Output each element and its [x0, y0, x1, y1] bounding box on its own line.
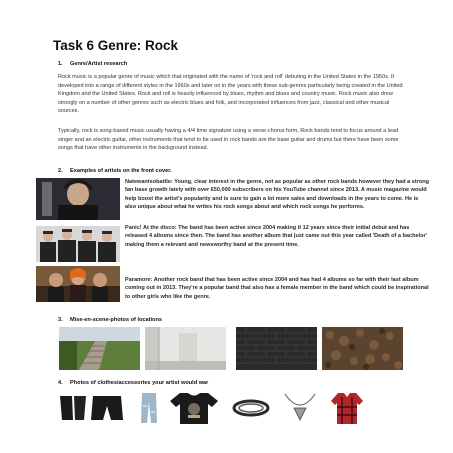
artist-description-paramore: Paramore: Another rock band that has been active since 2004 and has had 4 albums so far with their last album coming out in 2013. They're a popular band that also has a female member in the band which could be inspirational to other girls who like the genre. — [125, 277, 429, 300]
location-photo-brick-wall — [236, 327, 317, 370]
accessory-photo-bracelet — [231, 397, 271, 419]
location-photo-empty-room — [145, 327, 226, 370]
location-photo-path-steps — [59, 327, 140, 370]
research-paragraph-1: Rock music is a popular genre of music which that originated with the name of 'rock and roll' debuting in the United States in the 1950s. It developed into a range of different styles in the 1960s and later on in the years with these sub-genres particularly being created in the United Kingdom and the United States. Rock and roll is heavily influenced by blues, rhythm and blues and country music. Rock music also drew strongly on a number of other genres such as electric blues and folk, and incorporated influences from jazz, classical and other musical sources. — [58, 74, 403, 114]
page-title: Task 6 Genre: Rock — [53, 38, 179, 53]
accessory-photo-necklace — [281, 392, 319, 424]
section-number: 1. — [58, 61, 63, 67]
section-heading-locations — [58, 317, 162, 323]
clothing-photo-plaid-shirt — [330, 391, 364, 425]
artist-photo-natewantsobattle — [36, 178, 120, 220]
section-heading-clothes — [58, 380, 208, 386]
artist-description-panic-at-the-disco: Panic! At the disco: The band has been active since 2004 making it 12 years since their initial debut and has released 4 albums since then. The band has another album that just came out this year called 'Death of a bachelor' making them a relevant and newsworthy band at the present time. — [125, 225, 427, 248]
section-heading-text: Mise-en-scene-photos of locations — [70, 317, 162, 323]
section-heading-research — [58, 61, 127, 67]
clothing-photo-band-tshirt — [168, 391, 220, 425]
section-number: 3. — [58, 317, 63, 323]
artist-description-natewantsobattle: Natewantsobattle: Young, clear interest in the genre, not as popular as other rock bands however they had a strong fan base growth lately with over 650,000 subscribers on his YouTube channel since 2013. A music magazine would help boost the artist's popularity and is sure to gain a lot more sales and downloads in the years to come. He is also unique about what he writes his rock songs about and which rock songs he performs. — [125, 179, 430, 211]
section-heading-text: Genre/Artist research — [70, 61, 128, 67]
research-paragraph-2: Typically, rock is song-based music usually having a 4/4 time signature using a verse-chorus form, Rock bands tend to focus around a lead singer and an electric guitar, other instruments that tend to be used in rock bands are the base guitar and drums but there have been some songs that have other instruments in the background instead. — [58, 128, 399, 151]
section-heading-artists — [58, 168, 172, 174]
clothing-photo-gloves-and-shorts — [57, 392, 127, 424]
artist-photo-paramore — [36, 266, 120, 302]
section-heading-text: Examples of artists on the front cover. — [70, 168, 172, 174]
section-heading-text: Photos of clothes/accessories your artist would war — [70, 380, 209, 386]
location-photo-autumn-leaves — [322, 327, 403, 370]
artist-photo-panic-at-the-disco — [36, 226, 120, 262]
clothing-photo-ripped-jeans — [139, 392, 159, 424]
section-number: 4. — [58, 380, 63, 386]
section-number: 2. — [58, 168, 63, 174]
